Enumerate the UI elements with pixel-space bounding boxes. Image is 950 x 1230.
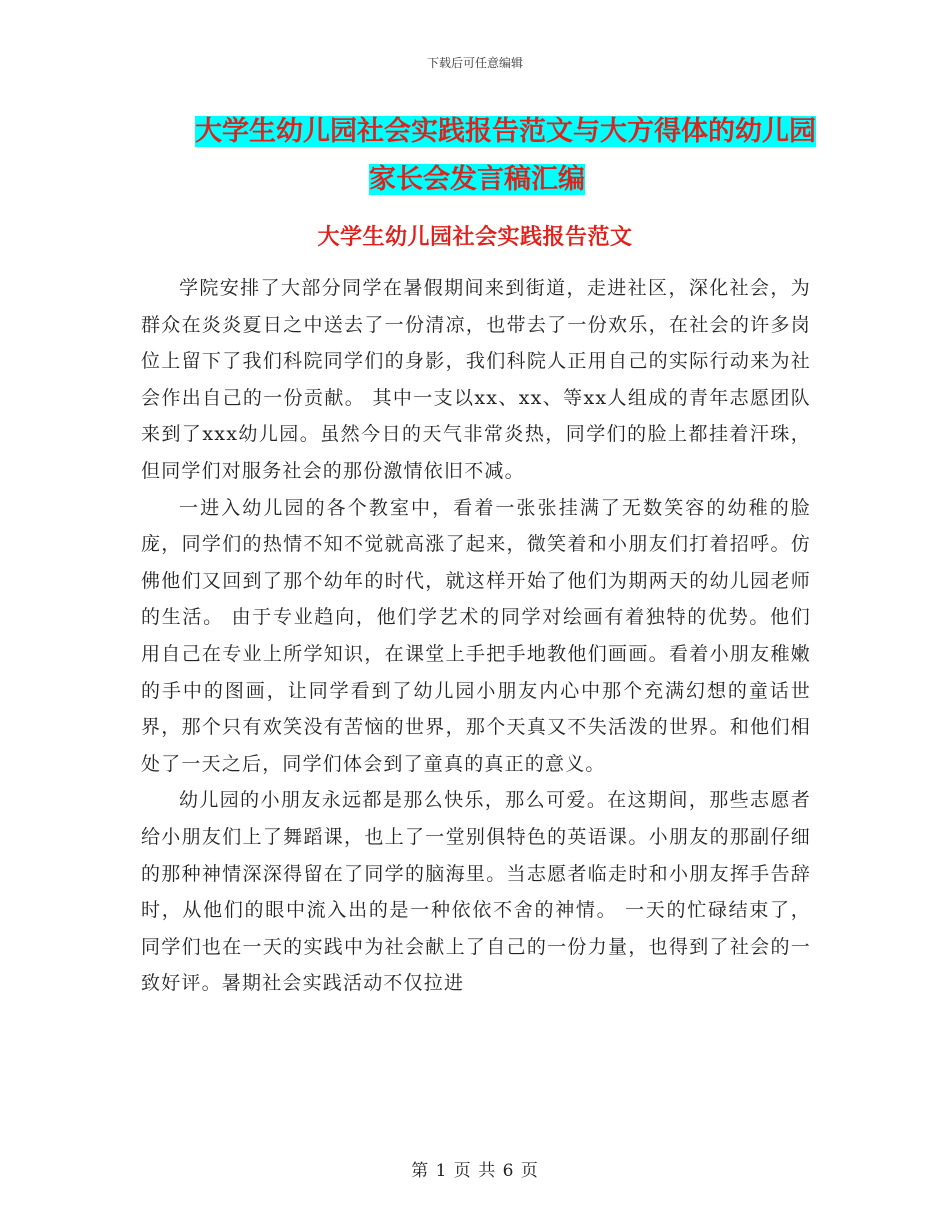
page-number-footer: 第 1 页 共 6 页 [411,1161,539,1181]
title-highlight-2: 家长会发言稿汇编 [369,164,585,195]
paragraph-3: 幼儿园的小朋友永远都是那么快乐，那么可爱。在这期间，那些志愿者给小朋友们上了舞蹈课，也上了一堂别俱特色的英语课。小朋友的那副仔细的那种神情深深得留在了同学的脑海里。当志愿者临走时和小朋友挥手告辞时，从他们的眼中流入出的是一种依依不舍的神情。 一天的忙碌结束了，同学们也在一天的实践中为社会献上了自己的一份力量，也得到了社会的一致好评。暑期社会实践活动不仅拉进 [141,789,811,995]
document-title-line-2 [180,156,810,204]
document-body [141,270,811,1002]
page-header-note: 下载后可任意编辑 [426,56,523,70]
document-title [180,108,816,204]
section-title: 大学生幼儿园社会实践报告范文 [317,225,633,250]
document-title-line-1 [180,108,816,156]
paragraph-1: 学院安排了大部分同学在暑假期间来到街道，走进社区，深化社会，为群众在炎炎夏日之中送去了一份清凉，也带去了一份欢乐，在社会的许多岗位上留下了我们科院同学们的身影，我们科院人正用自己的实际行动来为社会作出自己的一份贡献。 其中一支以xx、xx、等xx人组成的青年志愿团队来到了xxx幼儿园。虽然今日的天气非常炎热，同学们的脸上都挂着汗珠，但同学们对服务社会的那份激情依旧不减。 [141,277,811,482]
title-highlight-1: 大学生幼儿园社会实践报告范文与大方得体的幼儿园 [195,116,816,147]
paragraph-2: 一进入幼儿园的各个教室中，看着一张张挂满了无数笑容的幼稚的脸庞，同学们的热情不知不觉就高涨了起来，微笑着和小朋友们打着招呼。仿佛他们又回到了那个幼年的时代，就这样开始了他们为期两天的幼儿园老师的生活。 由于专业趋向，他们学艺术的同学对绘画有着独特的优势。他们用自己在专业上所学知识，在课堂上手把手地教他们画画。看着小朋友稚嫩的手中的图画，让同学看到了幼儿园小朋友内心中那个充满幻想的童话世界，那个只有欢笑没有苦恼的世界，那个天真又不失活泼的世界。和他们相处了一天之后，同学们体会到了童真的真正的意义。 [141,496,811,775]
